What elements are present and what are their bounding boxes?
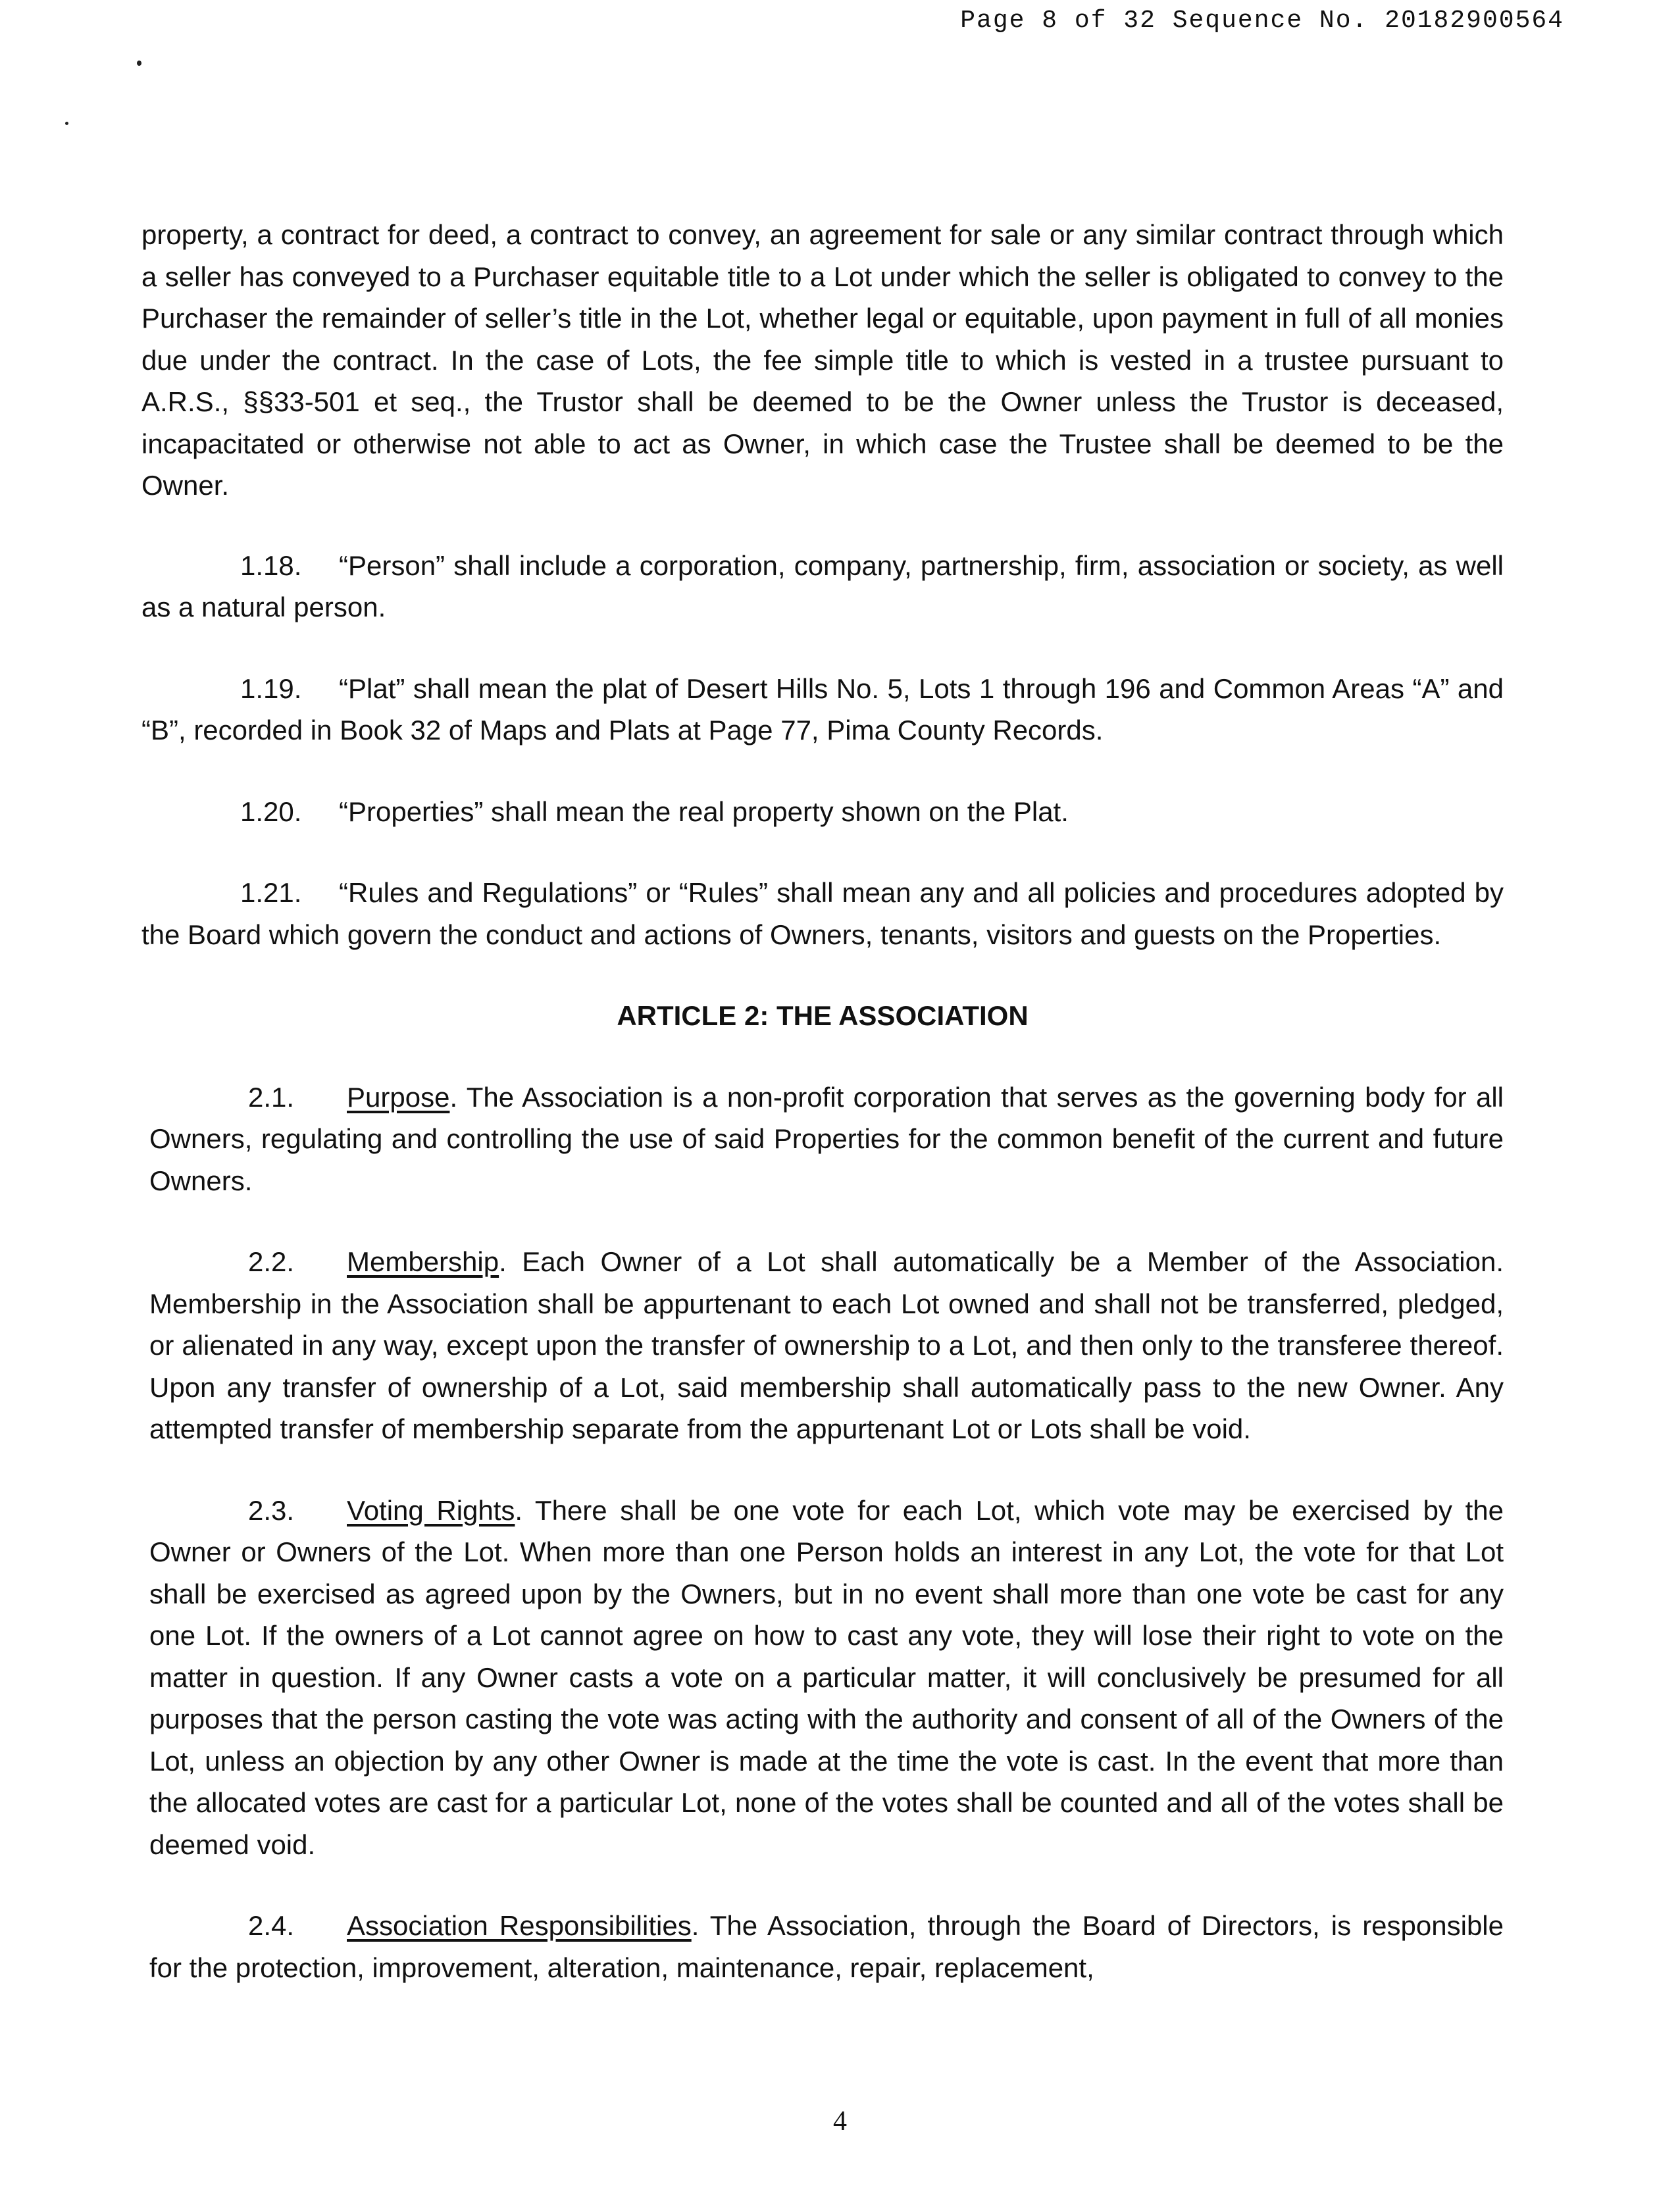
- section-text: . There shall be one vote for each Lot, which vote may be exercised by the Owner or Owners of the Lot. When more than one Person holds an interest in any Lot, the vote for that Lot shall be exercised as agreed upon by the Owners, but in no event shall more than one vote be cast for any one Lot. If the owners of a Lot cannot agree on how to cast any vote, they will lose their right to vote on the matter in question. If any Owner casts a vote on a particular matter, it will conclusively be presumed for all purposes that the person casting the vote was acting with the authority and consent of all of the Owners of the Lot, unless an objection by any other Owner is made at the time the vote is cast. In the event that more than the allocated votes are cast for a particular Lot, none of the votes shall be counted and all of the votes shall be deemed void.: [149, 1494, 1504, 1860]
- definition-text: “Plat” shall mean the plat of Desert Hills No. 5, Lots 1 through 196 and Common Areas “A” and “B”, recorded in Book 32 of Maps and Plats at Page 77, Pima County Records.: [141, 672, 1504, 745]
- scan-speck: [65, 122, 68, 125]
- article-heading: ARTICLE 2: THE ASSOCIATION: [617, 1000, 1029, 1031]
- definition-1-19: [141, 668, 1504, 751]
- document-body: [141, 214, 1504, 2028]
- section-2-1: [149, 1076, 1504, 1202]
- definition-number: 1.21.: [240, 877, 302, 908]
- section-title: Association Responsibilities: [347, 1910, 692, 1941]
- article-2-sections: [141, 1076, 1504, 1989]
- section-2-3: [149, 1490, 1504, 1866]
- definition-number: 1.19.: [240, 672, 302, 704]
- section-text: . The Association, through the Board of Directors, is responsible for the protection, improvement, alteration, maintenance, repair, replacement,: [149, 1910, 1504, 1983]
- section-text: . The Association is a non-profit corporation that serves as the governing body for all Owners, regulating and controlling the use of said Properties for the common benefit of the current and future Owners.: [149, 1081, 1504, 1196]
- definition-number: 1.20.: [240, 795, 302, 827]
- scan-speck: [137, 61, 141, 66]
- section-2-4: [149, 1905, 1504, 1988]
- definition-1-21: [141, 872, 1504, 955]
- section-number: 2.1.: [248, 1081, 295, 1113]
- section-2-2: [149, 1241, 1504, 1450]
- section-title: Membership: [347, 1246, 499, 1277]
- definition-1-18: [141, 545, 1504, 628]
- page-number: 4: [833, 2106, 847, 2136]
- definition-text: “Person” shall include a corporation, company, partnership, firm, association or society, as well as a natural person.: [141, 549, 1504, 622]
- definition-text: “Rules and Regulations” or “Rules” shall mean any and all policies and procedures adopted by the Board which govern the conduct and actions of Owners, tenants, visitors and guests on the Properties.: [141, 877, 1504, 950]
- section-number: 2.3.: [248, 1494, 295, 1526]
- definition-1-20: [141, 791, 1504, 833]
- sequence-header: Page 8 of 32 Sequence No. 20182900564: [960, 7, 1564, 35]
- continuation-paragraph: property, a contract for deed, a contract to convey, an agreement for sale or any similar contract through which a seller has conveyed to a Purchaser equitable title to a Lot under which the seller is obligated to convey to the Purchaser the remainder of seller’s title in the Lot, whether legal or equitable, upon payment in full of all monies due under the contract. In the case of Lots, the fee simple title to which is vested in a trustee pursuant to A.R.S., §§33-501 et seq., the Trustor shall be deemed to be the Owner unless the Trustor is deceased, incapacitated or otherwise not able to act as Owner, in which case the Trustee shall be deemed to be the Owner.: [141, 219, 1504, 501]
- section-number: 2.2.: [248, 1246, 295, 1277]
- section-text: . Each Owner of a Lot shall automatically be a Member of the Association. Membership in the Association shall be appurtenant to each Lot owned and shall not be transferred, pledged, or alienated in any way, except upon the transfer of ownership to a Lot, and then only to the transferee thereof. Upon any transfer of ownership of a Lot, said membership shall automatically pass to the new Owner. Any attempted transfer of membership separate from the appurtenant Lot or Lots shall be void.: [149, 1246, 1504, 1444]
- definition-number: 1.18.: [240, 549, 302, 581]
- section-title: Purpose: [347, 1081, 450, 1113]
- definition-text: “Properties” shall mean the real property shown on the Plat.: [339, 795, 1069, 827]
- section-title: Voting Rights: [347, 1494, 515, 1526]
- section-number: 2.4.: [248, 1910, 295, 1941]
